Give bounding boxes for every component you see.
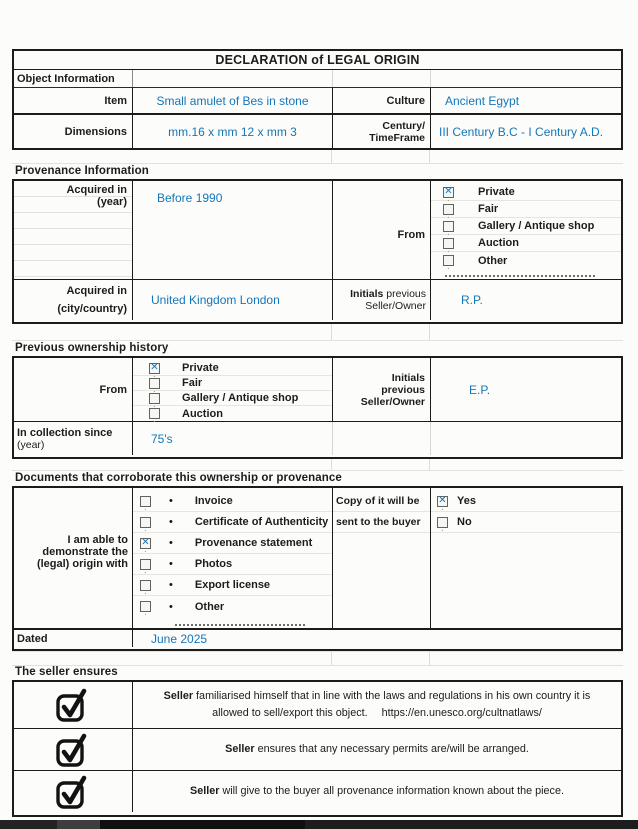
bullet-icon: • (169, 537, 173, 549)
checkbox[interactable] (149, 408, 160, 419)
bottom-window-strip (0, 820, 638, 829)
acquired-city-row (14, 280, 621, 320)
ensure-check-3 (14, 771, 133, 812)
ensure-text-1 (133, 682, 621, 728)
prev-option-private[interactable] (133, 361, 332, 376)
doc-option-provenance-statement[interactable] (133, 533, 332, 554)
checkbox[interactable] (443, 238, 454, 249)
ensure-statement: familiarised himself that in line with the laws and regulations in his own country it is allowed to sell/export this object. (193, 690, 591, 719)
collection-label-line1: In collection since (17, 426, 113, 439)
documents-options (133, 488, 333, 628)
previous-word: previous (381, 383, 425, 396)
documents-section-header: Documents that corroborate this ownership or provenance (12, 471, 623, 488)
ensure-statement: will give to the buyer all provenance information known about the piece. (219, 785, 564, 798)
copy-option-yes[interactable] (431, 491, 621, 512)
checkbox-label: Invoice (194, 495, 233, 507)
century-label-line1: Century/ (382, 119, 425, 132)
documents-options-row (14, 488, 621, 630)
prev-option-fair[interactable] (133, 376, 332, 391)
bullet-icon: • (169, 516, 173, 528)
prev-option-gallery[interactable] (133, 391, 332, 406)
seller-owner-word: Seller/Owner (360, 395, 425, 408)
copy-sent-label (333, 488, 431, 628)
copy-option-no[interactable] (431, 512, 621, 533)
copy-label-line1: Copy of it will be (333, 491, 430, 512)
previous-ownership-header: Previous ownership history (12, 341, 623, 358)
row-gap (12, 150, 623, 164)
checkbox[interactable] (443, 255, 454, 266)
checkbox[interactable] (140, 496, 151, 507)
checkbox[interactable] (443, 204, 454, 215)
checkbox-label: Other (194, 600, 225, 613)
initials-word: Initials (391, 371, 425, 384)
checkbox-label: Other (478, 254, 508, 267)
object-info-header-row (14, 70, 621, 88)
collection-since-value[interactable]: 75's (133, 422, 333, 455)
seller-word: Seller (163, 690, 194, 703)
checkbox-label: Auction (478, 237, 519, 249)
documents-table (12, 488, 623, 651)
checkbox[interactable] (140, 601, 151, 612)
acquired-city-value[interactable]: United Kingdom London (133, 280, 333, 320)
checkbox-label: Private (182, 362, 219, 374)
from-option-fair[interactable] (431, 201, 621, 218)
ensure-statement: ensures that any necessary permits are/will be arranged. (254, 743, 529, 756)
initials-previous-label (333, 280, 431, 320)
acquired-city-label (14, 280, 133, 320)
dotted-fill-line (445, 275, 595, 277)
checkbox-label: Fair (182, 377, 203, 389)
doc-option-other[interactable] (133, 596, 332, 617)
item-label: Item (14, 88, 133, 113)
checkbox-label: Export license (194, 579, 271, 591)
bullet-icon: • (169, 558, 173, 570)
able-label-line3: (legal) origin with (36, 558, 128, 570)
bullet-icon: • (169, 495, 173, 507)
seller-owner-word: Seller/Owner (365, 300, 426, 312)
previous-initials-value[interactable]: E.P. (469, 382, 491, 397)
dimensions-value[interactable]: mm.16 x mm 12 x mm 3 (133, 115, 333, 148)
dimensions-row (14, 115, 621, 148)
item-row (14, 88, 621, 115)
checkbox-label: Fair (478, 203, 499, 215)
collection-since-row (14, 422, 621, 455)
initials-word: Initials (350, 288, 384, 300)
dated-label: Dated (14, 630, 133, 647)
copy-label-line2: sent to the buyer (333, 512, 430, 533)
initials-previous-value[interactable]: R.P. (461, 293, 483, 307)
seller-ensures-header: The seller ensures (12, 666, 623, 682)
object-info-header: Object Information (14, 70, 133, 87)
seller-ensures-table (12, 682, 623, 817)
from-option-auction[interactable] (431, 235, 621, 252)
ensure-row-1 (14, 682, 621, 729)
checkbox-label: Certificate of Authenticity (194, 516, 329, 528)
row-gap (12, 459, 623, 471)
checkbox-label: Private (478, 186, 515, 198)
dated-value[interactable]: June 2025 (151, 631, 208, 646)
checked-checkbox-icon (55, 733, 91, 767)
dimensions-label: Dimensions (14, 115, 133, 148)
from-options (431, 181, 621, 279)
bullet-icon: • (169, 579, 173, 591)
previous-from-label: From (14, 358, 133, 421)
able-label-line1: I am able to (67, 534, 128, 546)
checkbox[interactable] (140, 538, 151, 549)
checkbox-label: Gallery / Antique shop (182, 392, 299, 404)
checkbox[interactable] (140, 580, 151, 591)
ensure-row-3 (14, 771, 621, 812)
doc-option-photos[interactable] (133, 554, 332, 575)
checkbox-label: Provenance statement (194, 537, 313, 549)
checkbox[interactable] (437, 517, 448, 528)
unesco-url-text: https://en.unesco.org/cultnatlaws/ (381, 707, 542, 719)
checkbox[interactable] (149, 378, 160, 389)
checkbox-label: Yes (457, 495, 476, 507)
doc-option-certificate[interactable] (133, 512, 332, 533)
previous-word: previous (383, 288, 426, 300)
row-gap (12, 651, 623, 666)
checkbox-label: No (457, 516, 472, 528)
previous-initials-label (333, 358, 431, 421)
copy-yes-no-options (431, 488, 621, 628)
acquired-year-label-line2: (year) (97, 196, 127, 208)
from-option-private[interactable] (431, 184, 621, 201)
doc-option-invoice[interactable] (133, 491, 332, 512)
previous-ownership-table (12, 358, 623, 459)
checkbox[interactable] (140, 559, 151, 570)
acquired-year-row (14, 181, 621, 280)
culture-label: Culture (333, 88, 431, 113)
checked-checkbox-icon (55, 688, 91, 722)
acquired-city-label-line2: (city/country) (57, 303, 127, 315)
collection-label-line2: (year) (17, 438, 45, 451)
previous-from-options (133, 358, 333, 421)
checkbox[interactable] (437, 496, 448, 507)
checkbox[interactable] (140, 517, 151, 528)
from-label: From (333, 181, 431, 279)
checkbox[interactable] (443, 187, 454, 198)
row-gap (12, 324, 623, 341)
prev-option-auction[interactable] (133, 406, 332, 421)
previous-from-row (14, 358, 621, 422)
acquired-year-label-line1: Acquired in (66, 184, 127, 196)
able-label-line2: demonstrate the (42, 546, 128, 558)
culture-value[interactable]: Ancient Egypt (445, 93, 520, 108)
checkbox-label: Gallery / Antique shop (478, 220, 595, 232)
ensure-text-3 (133, 771, 621, 812)
dated-row (14, 630, 621, 647)
acquired-city-label-line1: Acquired in (66, 285, 127, 297)
seller-word: Seller (225, 743, 255, 756)
seller-word: Seller (190, 785, 220, 798)
item-value[interactable]: Small amulet of Bes in stone (133, 88, 333, 113)
from-option-gallery[interactable] (431, 218, 621, 235)
bullet-icon: • (169, 600, 173, 613)
century-label (333, 115, 431, 148)
century-value[interactable]: III Century B.C - I Century A.D. (439, 124, 604, 139)
checkbox[interactable] (149, 393, 160, 404)
doc-option-export-license[interactable] (133, 575, 332, 596)
from-option-other[interactable] (431, 252, 621, 269)
able-to-demonstrate-label (14, 488, 133, 628)
ensure-check-2 (14, 729, 133, 770)
acquired-year-label (14, 181, 133, 279)
acquired-year-value[interactable]: Before 1990 (133, 181, 333, 279)
ensure-text-2 (133, 729, 621, 770)
collection-since-label (14, 422, 133, 455)
provenance-section-header: Provenance Information (12, 164, 623, 181)
ensure-check-1 (14, 682, 133, 728)
dotted-fill-line (175, 624, 305, 626)
checkbox[interactable] (443, 221, 454, 232)
form-title: DECLARATION of LEGAL ORIGIN (14, 51, 621, 70)
object-info-table (12, 49, 623, 150)
checkbox-label: Photos (194, 558, 233, 570)
century-label-line2: TimeFrame (369, 131, 425, 144)
checkbox[interactable] (149, 363, 160, 374)
provenance-table (12, 181, 623, 324)
ensure-row-2 (14, 729, 621, 771)
checkbox-label: Auction (182, 407, 223, 420)
checked-checkbox-icon (55, 775, 91, 809)
